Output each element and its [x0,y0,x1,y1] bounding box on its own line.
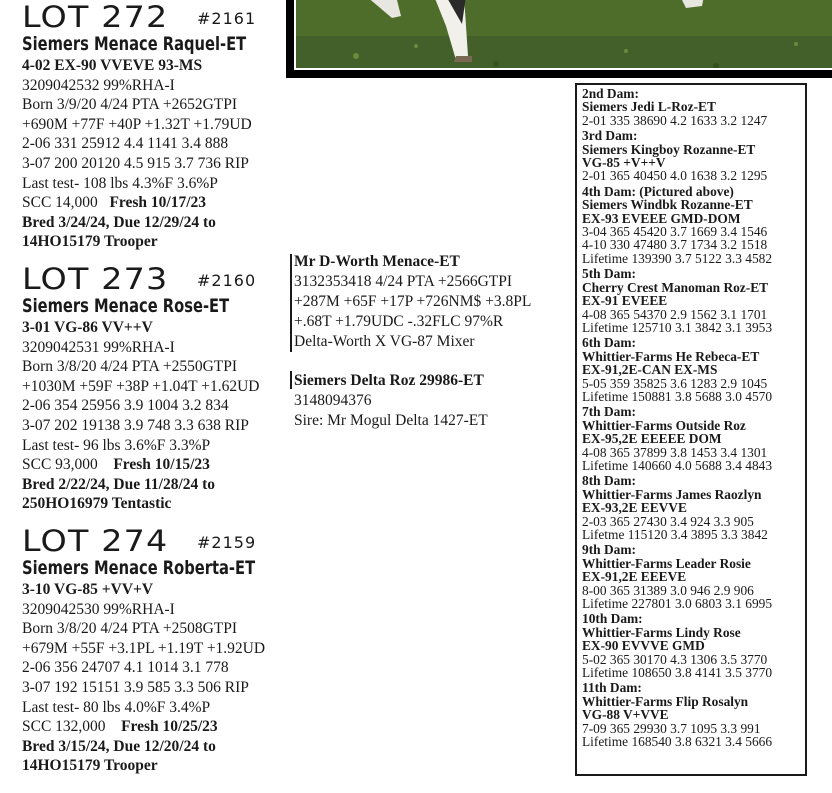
dam-entry-name: Whittier-Farms Flip Rosalyn [582,693,749,709]
dam-record: 4-10 330 47480 3.7 1734 3.2 1518 [582,237,768,253]
lot-header [22,264,290,294]
fresh-date: Fresh 10/17/23 [109,194,207,212]
sire-dam-block [290,252,560,431]
detail-line: Last test- 96 lbs 3.6%F 3.3%P [22,436,211,454]
lot-title: LOT 272 [22,0,169,34]
dam-entry [582,612,805,679]
detail-line: 3-07 202 19138 3.9 748 3.3 638 RIP [22,416,249,434]
service-sire: 14HO15179 Trooper [22,757,158,775]
dam-entry [582,474,805,541]
dam-record: 2-03 365 27430 3.4 924 3.3 905 [582,513,754,529]
fresh-date: Fresh 10/15/23 [113,456,210,474]
dam-record: 5-05 359 35825 3.6 1283 2.9 1045 [582,375,768,391]
bred-line: Bred 3/24/24, Due 12/29/24 to [22,213,216,231]
lot-273 [22,264,290,514]
dam-entry [582,87,805,127]
dam-entry [582,336,805,403]
detail-line: +679M +55F +3.1PL +1.19T +1.92UD [22,639,266,657]
lot-barn-number: #2161 [197,9,257,28]
dam-heading: 11th Dam: [582,680,642,696]
dam-entry-name: Whittier-Farms Lindy Rose [582,624,741,640]
sire-detail: +287M +65F +17P +726NM$ +3.8PL [294,293,532,310]
dam-record: 8-00 365 31389 3.0 946 2.9 906 [582,582,754,598]
dam-record: 5-02 365 30170 4.3 1306 3.5 3770 [582,651,768,667]
dam-record: 7-09 365 29930 3.7 1095 3.3 991 [582,720,761,736]
detail-line: Last test- 80 lbs 4.0%F 3.4%P [22,698,211,716]
scc-fresh-line [22,193,290,213]
dam-lifetime: Lifetime 168540 3.8 6321 3.4 5666 [582,734,773,750]
dam-record: 3-04 365 45420 3.7 1669 3.4 1546 [582,224,768,240]
detail-line: +690M +77F +40P +1.32T +1.79UD [22,115,252,133]
dam-record: 4-08 365 37899 3.8 1453 3.4 1301 [582,444,768,460]
dam-id: 3148094376 [294,392,372,409]
detail-line: 3209042530 99%RHA-I [22,600,175,618]
cow-photo [286,0,832,78]
lot-barn-number: #2159 [197,533,257,552]
lot-barn-number: #2160 [197,271,257,290]
photo-frame [294,0,832,70]
lot-header [22,526,290,556]
dam-lifetime: Lifetime 125710 3.1 3842 3.1 3953 [582,319,773,335]
scc-fresh-line [22,717,290,737]
dam-entry [582,681,805,748]
sire-detail: +.68T +1.79UDC -.32FLC 97%R [294,313,504,330]
service-sire: 250HO16979 Tentastic [22,495,172,513]
lot-272 [22,2,290,252]
service-sire: 14HO15179 Trooper [22,233,158,251]
dam-heading: 2nd Dam: [582,86,639,101]
lot-title: LOT 273 [22,262,169,296]
dam-entry [582,543,805,610]
classification: 3-10 VG-85 +VV+V [22,581,154,598]
dam-entry [582,267,805,334]
dam-entry-name: Siemers Windbk Rozanne-ET [582,197,753,213]
dam-entry-name: Whittier-Farms He Rebeca-ET [582,348,760,364]
dam-heading: 3rd Dam: [582,128,638,144]
dam-entry [582,185,805,265]
scc-fresh-line [22,455,290,475]
dam-entry-name: Whittier-Farms James Raozlyn [582,486,762,502]
dam-heading: 10th Dam: [582,611,643,627]
dam-classification: EX-91 EVEEE [582,293,668,309]
fresh-date: Fresh 10/25/23 [121,718,218,736]
dam-entry [582,129,805,183]
sire-detail: Delta-Worth X VG-87 Mixer [294,333,475,350]
sire-name: Mr D-Worth Menace-ET [294,253,460,270]
bred-line: Bred 3/15/24, Due 12/20/24 to [22,737,216,755]
dam-heading: 6th Dam: [582,335,636,351]
dam-classification: EX-91,2E-CAN EX-MS [582,362,718,378]
dam-classification: EX-95,2E EEEEE DOM [582,431,722,447]
dam-heading: 8th Dam: [582,473,636,489]
detail-line: Last test- 108 lbs 4.3%F 3.6%P [22,174,218,192]
dam-sire: Sire: Mr Mogul Delta 1427-ET [294,412,488,429]
dam-heading: 4th Dam: (Pictured above) [582,183,734,199]
dam-entry [582,405,805,472]
dam-classification: EX-93,2E EEVVE [582,500,687,516]
classification: 3-01 VG-86 VV++V [22,319,153,336]
detail-line: 3-07 200 20120 4.5 915 3.7 736 RIP [22,154,249,172]
detail-line: 3-07 192 15151 3.9 585 3.3 506 RIP [22,678,249,696]
dam-record: 4-08 365 54370 2.9 1562 3.1 1701 [582,306,768,322]
dam-classification: EX-90 EVVVE GMD [582,638,705,654]
dam-entry-name: Cherry Crest Manoman Roz-ET [582,279,769,295]
dam-classification: VG-88 V+VVE [582,707,669,723]
dam-lifetime: Lifetime 139390 3.7 5122 3.3 4582 [582,250,773,266]
dam-lifetime: Lifetme 115120 3.4 3895 3.3 3842 [582,527,768,542]
classification: 4-02 EX-90 VVEVE 93-MS [22,57,203,74]
dam-classification: VG-85 +V++V [582,155,666,171]
bred-line: Bred 2/22/24, Due 11/28/24 to [22,475,216,493]
dam-heading: 5th Dam: [582,266,636,282]
dam-heading: 7th Dam: [582,404,636,420]
lot-title: LOT 274 [22,524,169,558]
dam-lifetime: Lifetime 140660 4.0 5688 3.4 4843 [582,457,773,473]
detail-line: 3209042532 99%RHA-I [22,76,175,94]
detail-line: 3209042531 99%RHA-I [22,338,175,356]
lot-274 [22,526,290,776]
dam-entry-name: Whittier-Farms Leader Rosie [582,555,751,571]
cow-name: Siemers Menace Rose-ET [22,295,230,317]
detail-line: 2-06 354 25956 3.9 1004 3.2 834 [22,397,229,415]
dam-lifetime: Lifetime 108650 3.8 4141 3.5 3770 [582,665,773,681]
cow-photo-image [296,0,832,70]
cow-name: Siemers Menace Roberta-ET [22,557,256,579]
dam-lifetime: Lifetime 150881 3.8 5688 3.0 4570 [582,388,773,404]
detail-line: Born 3/8/20 4/24 PTA +2550GTPI [22,358,238,376]
dam-entry-name: Siemers Jedi L-Roz-ET [582,99,716,115]
dam-classification: EX-93 EVEEE GMD-DOM [582,210,741,226]
dam-entry-name: Whittier-Farms Outside Roz [582,417,746,433]
scc: SCC 93,000 [22,456,98,474]
lot-header [22,2,290,32]
dam-name: Siemers Delta Roz 29986-ET [294,372,484,389]
dam-entry-name: Siemers Kingboy Rozanne-ET [582,141,756,157]
dam-lineage-box [575,83,807,776]
detail-line: +1030M +59F +38P +1.04T +1.62UD [22,377,260,395]
dam-record: 2-01 365 40450 4.0 1638 3.2 1295 [582,168,768,184]
scc: SCC 14,000 [22,194,98,212]
detail-line: Born 3/8/20 4/24 PTA +2508GTPI [22,620,238,638]
sire-detail: 3132353418 4/24 PTA +2566GTPI [294,273,513,290]
dam-classification: EX-91,2E EEEVE [582,569,687,585]
dam-lifetime: Lifetime 227801 3.0 6803 3.1 6995 [582,596,773,612]
cow-name: Siemers Menace Raquel-ET [22,33,247,55]
dam-heading: 9th Dam: [582,542,636,558]
detail-line: 2-06 356 24707 4.1 1014 3.1 778 [22,659,229,677]
scc: SCC 132,000 [22,718,106,736]
detail-line: 2-06 331 25912 4.4 1141 3.4 888 [22,135,229,153]
dam-record: 2-01 335 38690 4.2 1633 3.2 1247 [582,112,768,128]
detail-line: Born 3/9/20 4/24 PTA +2652GTPI [22,96,238,114]
